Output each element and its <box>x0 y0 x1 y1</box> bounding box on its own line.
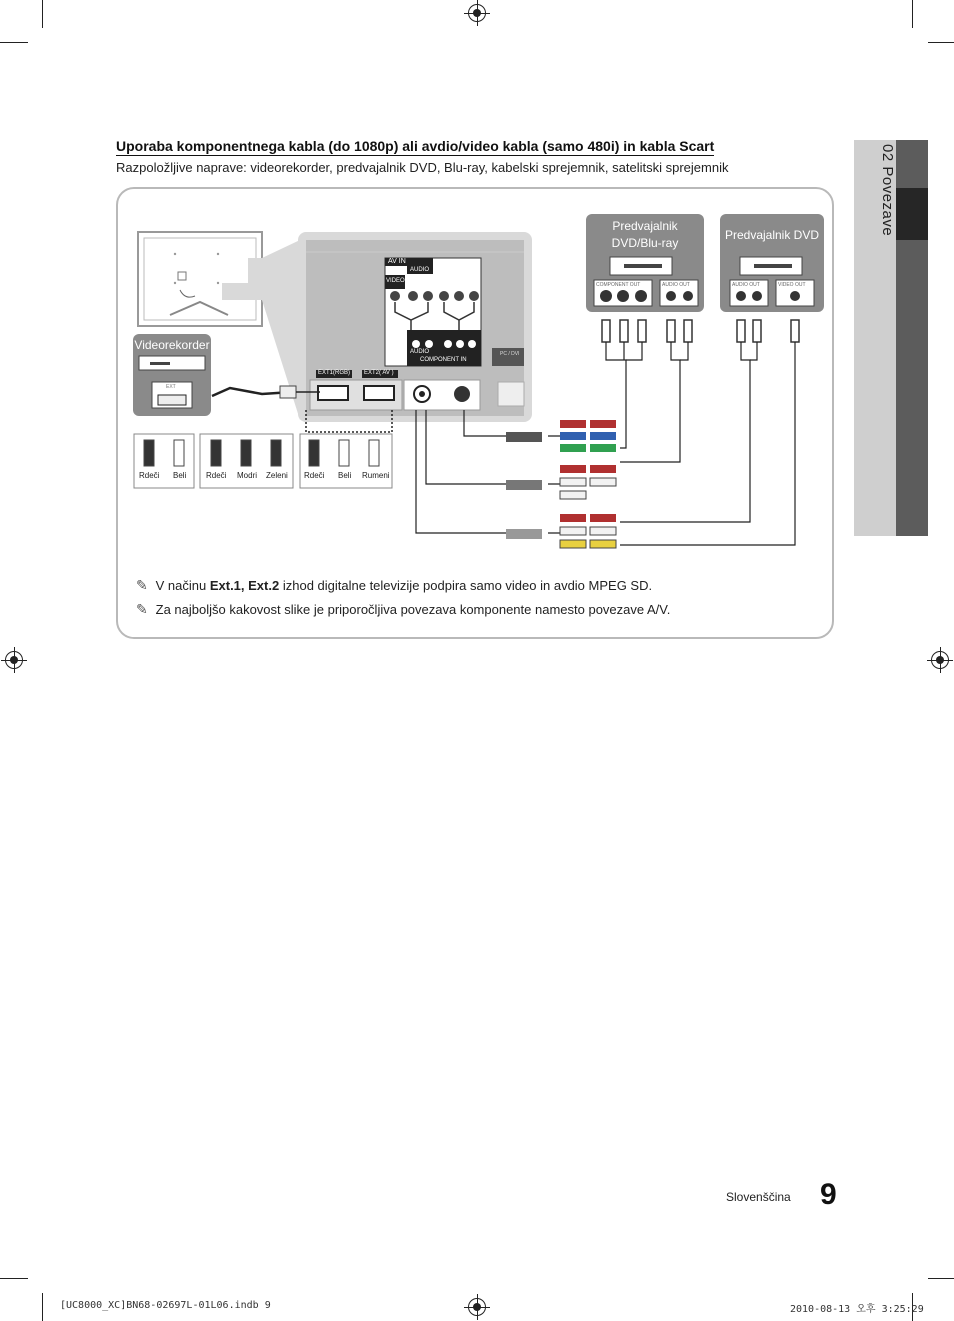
available-devices: Razpoložljive naprave: videorekorder, predvajalnik DVD, Blu-ray, kabelski sprejemnik, satelitski sprejemnik <box>116 160 729 175</box>
section-heading: Uporaba komponentnega kabla (do 1080p) ali avdio/video kabla (samo 480i) in kabla Scart <box>116 138 715 154</box>
av-in-label: AV IN <box>388 258 406 265</box>
note-pencil-icon: ✎ <box>136 577 148 593</box>
ext-port-label: EXT <box>166 384 176 390</box>
footer-language: Slovenščina <box>726 1190 791 1204</box>
chapter-label: 02 Povezave <box>879 144 896 237</box>
legend-label-yellow: Rumeni <box>362 471 390 480</box>
audio-cable-bundle <box>506 465 616 499</box>
legend-label-white: Beli <box>173 471 187 480</box>
audio-label: AUDIO <box>410 267 430 273</box>
component-cable-bundle <box>506 420 616 452</box>
page-number: 9 <box>820 1178 837 1211</box>
component-out-label: COMPONENT OUT <box>596 282 641 288</box>
note1-bold: Ext.1, Ext.2 <box>209 578 280 593</box>
note-ext-mode <box>136 577 652 594</box>
imprint-left: [UC8000_XC]BN68-02697L-01L06.indb 9 <box>60 1300 271 1311</box>
legend-label-green: Zeleni <box>266 471 288 480</box>
av-cable-bundle <box>506 514 616 548</box>
note1-prefix: V načinu <box>155 578 207 593</box>
note2-text: Za najboljšo kakovost slike je priporočljiva povezava komponente namesto povezave A/V. <box>155 602 671 617</box>
dvd-bluray-device <box>586 214 704 342</box>
tv-rear-icon <box>138 232 262 326</box>
note1-suffix: izhod digitalne televizije podpira samo video in avdio MPEG SD. <box>282 578 653 593</box>
legend-label-white: Beli <box>338 471 352 480</box>
component-in-label: COMPONENT IN <box>420 357 467 363</box>
ext2-label: EXT2( AV ) <box>364 370 394 376</box>
note-pencil-icon: ✎ <box>136 601 148 617</box>
vcr-label: Videorekorder <box>134 338 210 352</box>
video-out-label: VIDEO OUT <box>778 282 806 288</box>
dvd-label: Predvajalnik DVD <box>724 228 820 242</box>
legend-label-red: Rdeči <box>206 471 227 480</box>
video-label: VIDEO <box>386 278 405 284</box>
audio-out-label: AUDIO OUT <box>662 282 690 288</box>
legend-label-red: Rdeči <box>304 471 325 480</box>
legend-label-red: Rdeči <box>139 471 160 480</box>
audio-label-lower: AUDIO <box>410 349 430 355</box>
dvd-bluray-label-line1: Predvajalnik <box>612 219 678 233</box>
note-component-recommendation <box>136 601 670 618</box>
pc-dvi-label: PC / DVI <box>500 351 520 357</box>
legend-label-blue: Modri <box>237 471 258 480</box>
audio-out-label: AUDIO OUT <box>732 282 760 288</box>
dvd-bluray-label-line2: DVD/Blu-ray <box>611 236 679 250</box>
imprint-right: 2010-08-13 오후 3:25:29 <box>790 1304 924 1315</box>
ext1-label: EXT1(RGB) <box>318 370 351 376</box>
